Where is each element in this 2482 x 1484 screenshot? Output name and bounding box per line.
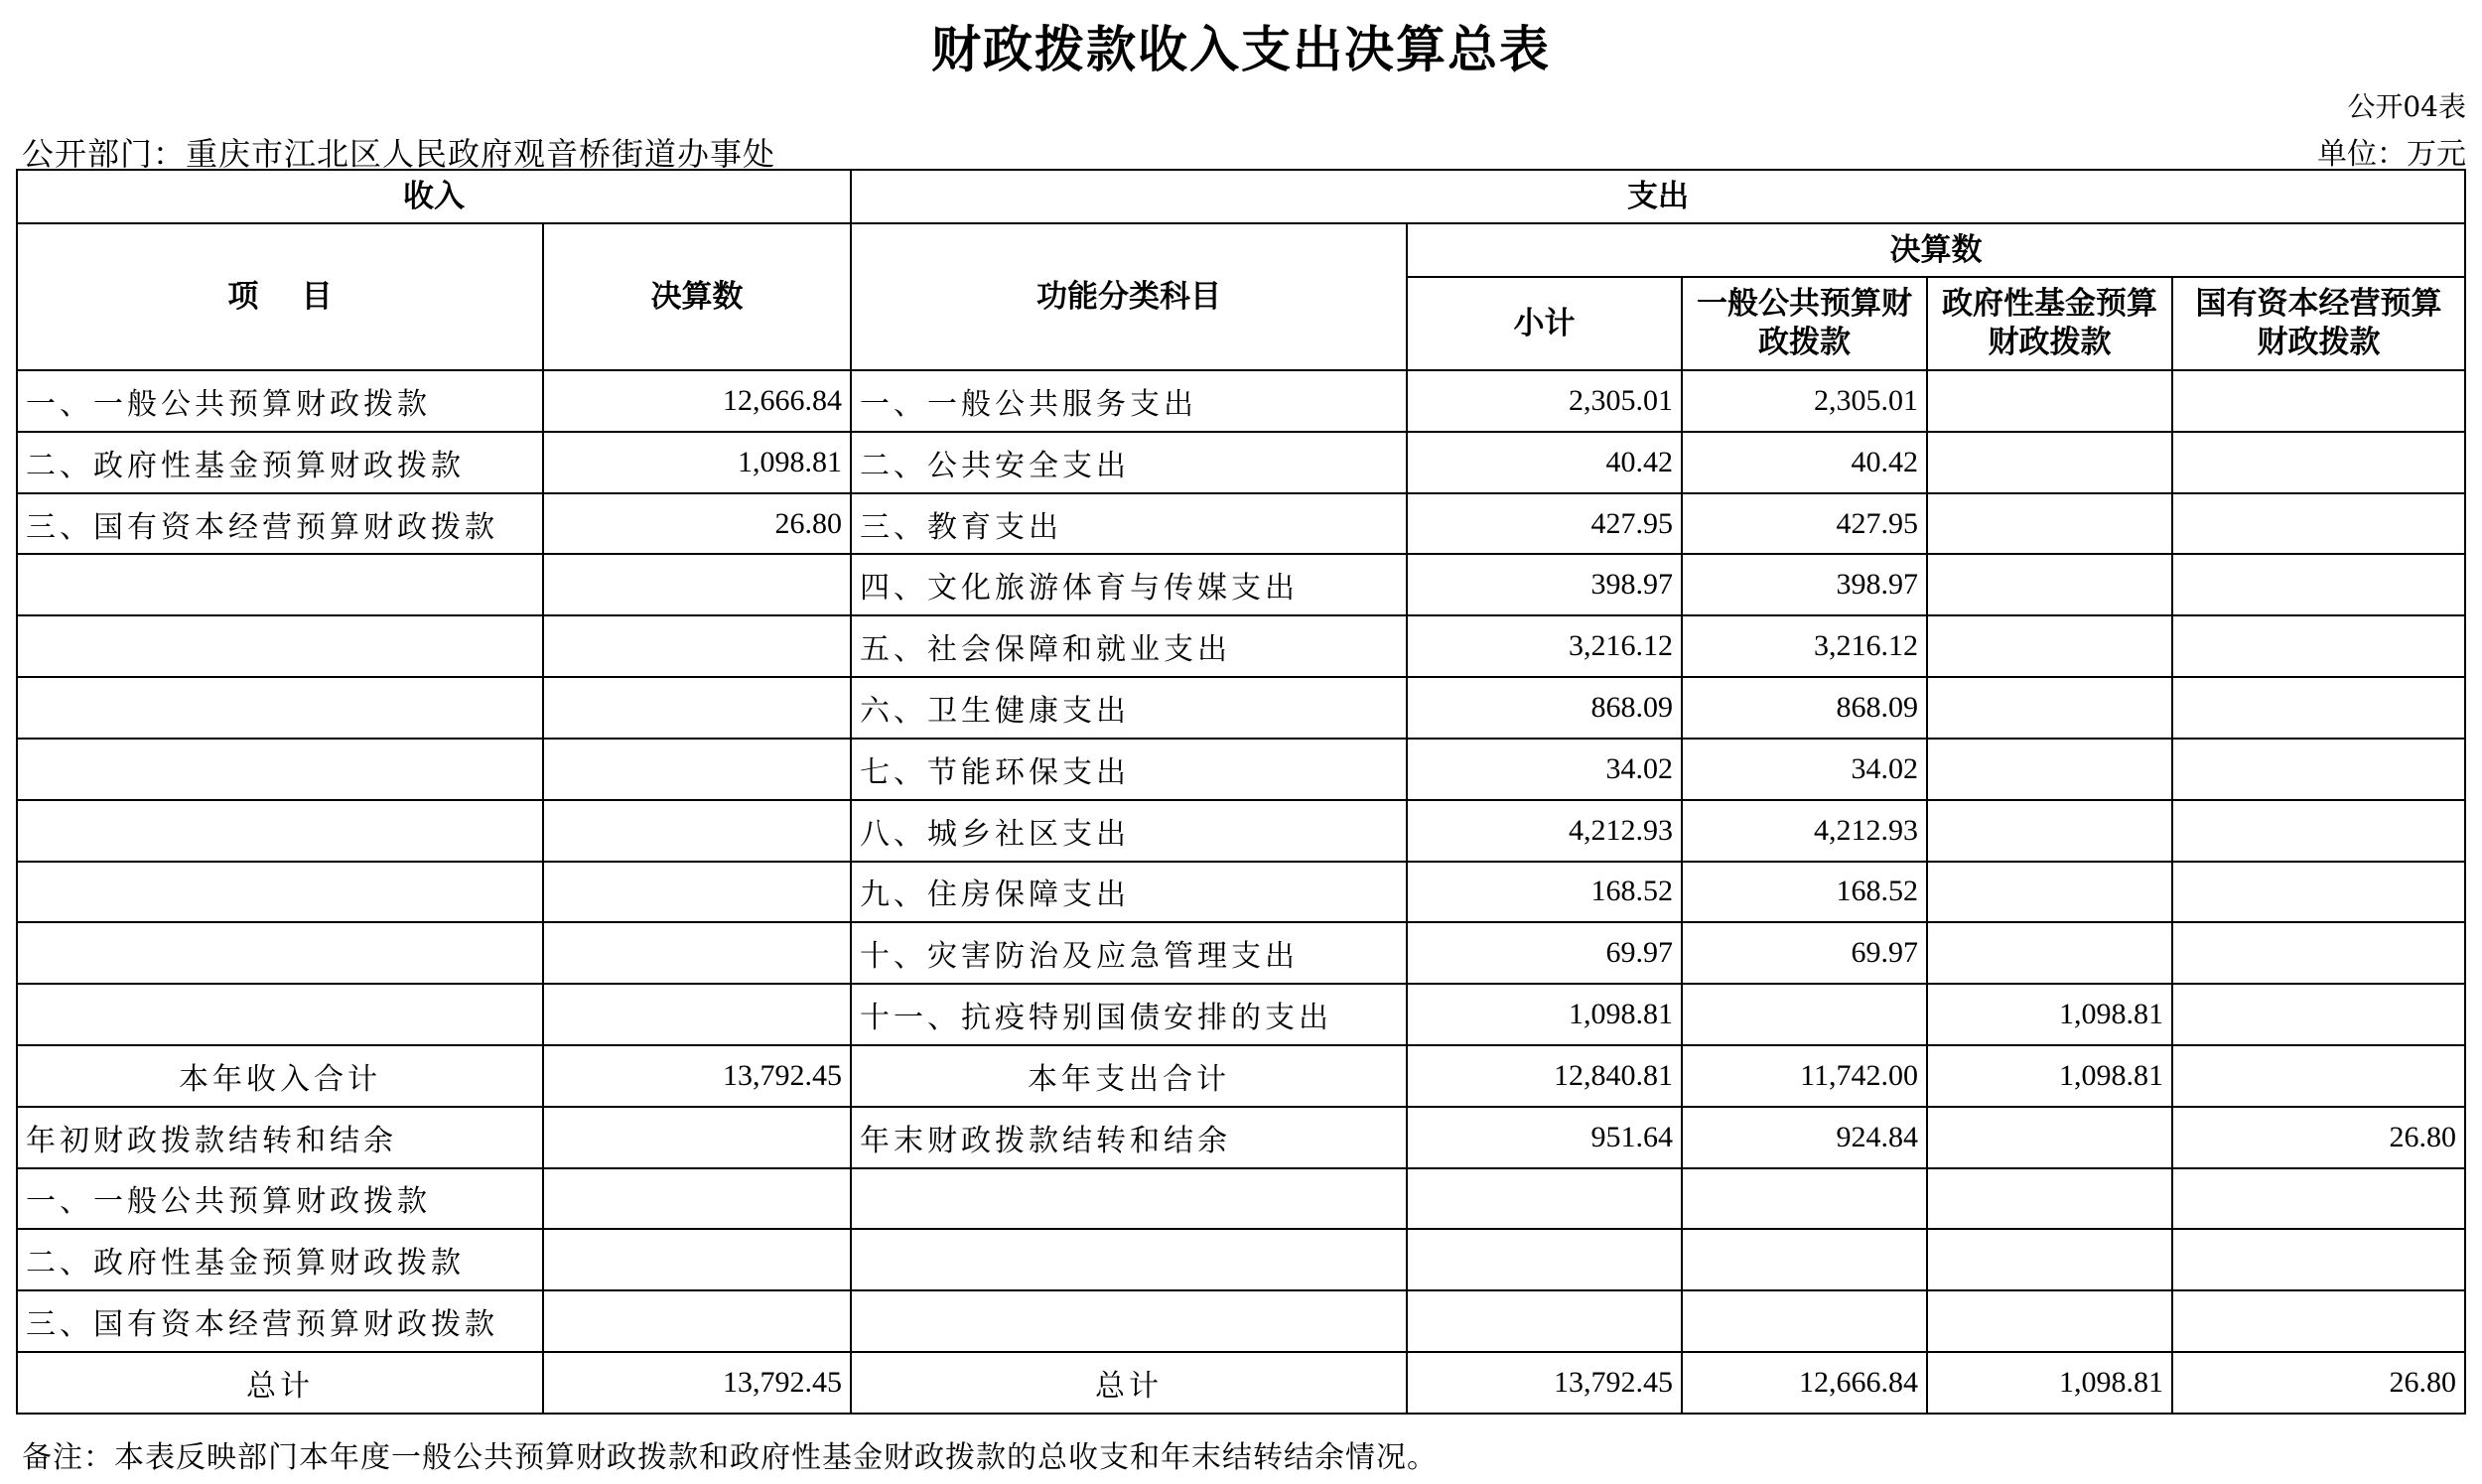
state-capital-cell	[2172, 677, 2465, 739]
general-budget-cell: 34.02	[1682, 739, 1927, 800]
gov-fund-cell	[1927, 800, 2172, 862]
income-amount-cell	[543, 1168, 851, 1230]
expense-item-cell	[851, 1290, 1407, 1352]
income-amount-cell: 26.80	[543, 493, 851, 555]
state-capital-cell	[2172, 1229, 2465, 1290]
state-capital-cell	[2172, 493, 2465, 555]
income-item-cell: 二、政府性基金预算财政拨款	[17, 432, 543, 493]
subtotal-cell: 4,212.93	[1407, 800, 1682, 862]
table-row	[17, 432, 2465, 493]
state-capital-cell	[2172, 432, 2465, 493]
income-item-cell	[17, 739, 543, 800]
state-capital-cell	[2172, 1290, 2465, 1352]
state-capital-cell	[2172, 862, 2465, 923]
gov-fund-cell	[1927, 615, 2172, 677]
state-capital-cell	[2172, 370, 2465, 432]
expense-item-cell	[851, 1168, 1407, 1230]
form-number: 公开04表	[2347, 90, 2466, 123]
income-item-cell: 本年收入合计	[17, 1045, 543, 1107]
subtotal-cell: 398.97	[1407, 554, 1682, 615]
gov-fund-cell	[1927, 554, 2172, 615]
general-budget-cell: 868.09	[1682, 677, 1927, 739]
general-budget-cell: 3,216.12	[1682, 615, 1927, 677]
table-row	[17, 1290, 2465, 1352]
table-row	[17, 1045, 2465, 1107]
general-budget-cell: 427.95	[1682, 493, 1927, 555]
income-amount-cell	[543, 739, 851, 800]
table-row	[17, 922, 2465, 984]
state-capital-cell: 26.80	[2172, 1352, 2465, 1414]
income-amount-cell	[543, 800, 851, 862]
gov-fund-header: 政府性基金预算财政拨款	[1927, 277, 2172, 370]
state-capital-cell: 26.80	[2172, 1107, 2465, 1168]
general-budget-cell	[1682, 1290, 1927, 1352]
gov-fund-cell	[1927, 493, 2172, 555]
expense-item-cell: 九、住房保障支出	[851, 862, 1407, 923]
gov-fund-cell: 1,098.81	[1927, 1352, 2172, 1414]
report-title: 财政拨款收入支出决算总表	[931, 20, 1551, 78]
final-amount-group-header: 决算数	[1407, 223, 2465, 277]
expense-item-cell	[851, 1229, 1407, 1290]
state-capital-cell	[2172, 1168, 2465, 1230]
income-amount-cell: 13,792.45	[543, 1352, 851, 1414]
income-header: 收入	[17, 170, 851, 223]
table-row	[17, 1168, 2465, 1230]
footnote: 备注：本表反映部门本年度一般公共预算财政拨款和政府性基金财政拨款的总收支和年末结转结余情况。	[22, 1440, 1438, 1475]
general-budget-cell	[1682, 984, 1927, 1045]
subtotal-cell: 427.95	[1407, 493, 1682, 555]
gov-fund-cell	[1927, 1290, 2172, 1352]
gov-fund-cell: 1,098.81	[1927, 1045, 2172, 1107]
expense-header: 支出	[851, 170, 2465, 223]
state-capital-header: 国有资本经营预算财政拨款	[2172, 277, 2465, 370]
subtotal-cell: 168.52	[1407, 862, 1682, 923]
expense-item-cell: 总计	[851, 1352, 1407, 1414]
income-item-cell: 年初财政拨款结转和结余	[17, 1107, 543, 1168]
subtotal-cell	[1407, 1168, 1682, 1230]
income-item-cell: 总计	[17, 1352, 543, 1414]
table-row	[17, 1107, 2465, 1168]
general-budget-cell: 168.52	[1682, 862, 1927, 923]
income-item-cell: 一、一般公共预算财政拨款	[17, 1168, 543, 1230]
subtotal-cell: 868.09	[1407, 677, 1682, 739]
table-row	[17, 984, 2465, 1045]
state-capital-cell	[2172, 984, 2465, 1045]
gov-fund-cell	[1927, 432, 2172, 493]
income-amount-cell	[543, 922, 851, 984]
table-row	[17, 1229, 2465, 1290]
income-item-cell: 二、政府性基金预算财政拨款	[17, 1229, 543, 1290]
expense-item-cell: 四、文化旅游体育与传媒支出	[851, 554, 1407, 615]
table-row	[17, 677, 2465, 739]
unit-label: 单位：万元	[2317, 137, 2466, 172]
expense-item-cell: 八、城乡社区支出	[851, 800, 1407, 862]
general-budget-cell	[1682, 1168, 1927, 1230]
gov-fund-cell	[1927, 1168, 2172, 1230]
expense-item-cell: 六、卫生健康支出	[851, 677, 1407, 739]
expense-item-cell: 七、节能环保支出	[851, 739, 1407, 800]
income-item-cell: 三、国有资本经营预算财政拨款	[17, 1290, 543, 1352]
income-item-cell: 一、一般公共预算财政拨款	[17, 370, 543, 432]
subtotal-header: 小计	[1407, 277, 1682, 370]
gov-fund-cell	[1927, 1107, 2172, 1168]
gov-fund-cell: 1,098.81	[1927, 984, 2172, 1045]
subtotal-cell: 34.02	[1407, 739, 1682, 800]
income-amount-cell	[543, 615, 851, 677]
expense-item-cell: 二、公共安全支出	[851, 432, 1407, 493]
income-item-cell	[17, 800, 543, 862]
general-budget-cell: 11,742.00	[1682, 1045, 1927, 1107]
table-row	[17, 493, 2465, 555]
general-budget-cell: 69.97	[1682, 922, 1927, 984]
subtotal-cell: 13,792.45	[1407, 1352, 1682, 1414]
income-amount-cell	[543, 1229, 851, 1290]
table-body	[17, 370, 2465, 1414]
table-row	[17, 615, 2465, 677]
income-amount-cell: 1,098.81	[543, 432, 851, 493]
income-amount-cell: 13,792.45	[543, 1045, 851, 1107]
subtotal-cell: 3,216.12	[1407, 615, 1682, 677]
state-capital-cell	[2172, 554, 2465, 615]
subtotal-cell: 69.97	[1407, 922, 1682, 984]
table-row	[17, 739, 2465, 800]
subtotal-cell: 1,098.81	[1407, 984, 1682, 1045]
subtotal-cell	[1407, 1229, 1682, 1290]
general-budget-cell: 2,305.01	[1682, 370, 1927, 432]
table-row	[17, 554, 2465, 615]
income-item-cell	[17, 554, 543, 615]
income-item-cell	[17, 984, 543, 1045]
general-budget-cell: 12,666.84	[1682, 1352, 1927, 1414]
income-amount-cell	[543, 1290, 851, 1352]
subtotal-cell: 951.64	[1407, 1107, 1682, 1168]
general-budget-cell: 924.84	[1682, 1107, 1927, 1168]
income-item-cell: 三、国有资本经营预算财政拨款	[17, 493, 543, 555]
subtotal-cell: 40.42	[1407, 432, 1682, 493]
income-amount-cell	[543, 554, 851, 615]
function-category-header: 功能分类科目	[851, 223, 1407, 370]
income-item-cell	[17, 677, 543, 739]
state-capital-cell	[2172, 739, 2465, 800]
expense-item-cell: 本年支出合计	[851, 1045, 1407, 1107]
gov-fund-cell	[1927, 370, 2172, 432]
general-budget-cell: 40.42	[1682, 432, 1927, 493]
expense-item-cell: 五、社会保障和就业支出	[851, 615, 1407, 677]
expense-item-cell: 年末财政拨款结转和结余	[851, 1107, 1407, 1168]
item-header: 项 目	[17, 223, 543, 370]
table-row	[17, 862, 2465, 923]
income-amount-cell	[543, 677, 851, 739]
gov-fund-cell	[1927, 739, 2172, 800]
general-budget-header: 一般公共预算财政拨款	[1682, 277, 1927, 370]
gov-fund-cell	[1927, 922, 2172, 984]
subtotal-cell	[1407, 1290, 1682, 1352]
income-item-cell	[17, 862, 543, 923]
gov-fund-cell	[1927, 862, 2172, 923]
general-budget-cell: 4,212.93	[1682, 800, 1927, 862]
state-capital-cell	[2172, 800, 2465, 862]
gov-fund-cell	[1927, 677, 2172, 739]
income-amount-cell	[543, 984, 851, 1045]
expense-item-cell: 一、一般公共服务支出	[851, 370, 1407, 432]
expense-item-cell: 十、灾害防治及应急管理支出	[851, 922, 1407, 984]
expense-item-cell: 三、教育支出	[851, 493, 1407, 555]
table-row	[17, 800, 2465, 862]
state-capital-cell	[2172, 1045, 2465, 1107]
income-amount-header: 决算数	[543, 223, 851, 370]
income-amount-cell: 12,666.84	[543, 370, 851, 432]
state-capital-cell	[2172, 922, 2465, 984]
income-item-cell	[17, 922, 543, 984]
general-budget-cell	[1682, 1229, 1927, 1290]
subtotal-cell: 12,840.81	[1407, 1045, 1682, 1107]
budget-table	[16, 169, 2466, 1415]
income-amount-cell	[543, 862, 851, 923]
subtotal-cell: 2,305.01	[1407, 370, 1682, 432]
gov-fund-cell	[1927, 1229, 2172, 1290]
table-row	[17, 370, 2465, 432]
department-label: 公开部门：重庆市江北区人民政府观音桥街道办事处	[22, 135, 776, 173]
general-budget-cell: 398.97	[1682, 554, 1927, 615]
income-amount-cell	[543, 1107, 851, 1168]
expense-item-cell: 十一、抗疫特别国债安排的支出	[851, 984, 1407, 1045]
table-row	[17, 1352, 2465, 1414]
income-item-cell	[17, 615, 543, 677]
state-capital-cell	[2172, 615, 2465, 677]
